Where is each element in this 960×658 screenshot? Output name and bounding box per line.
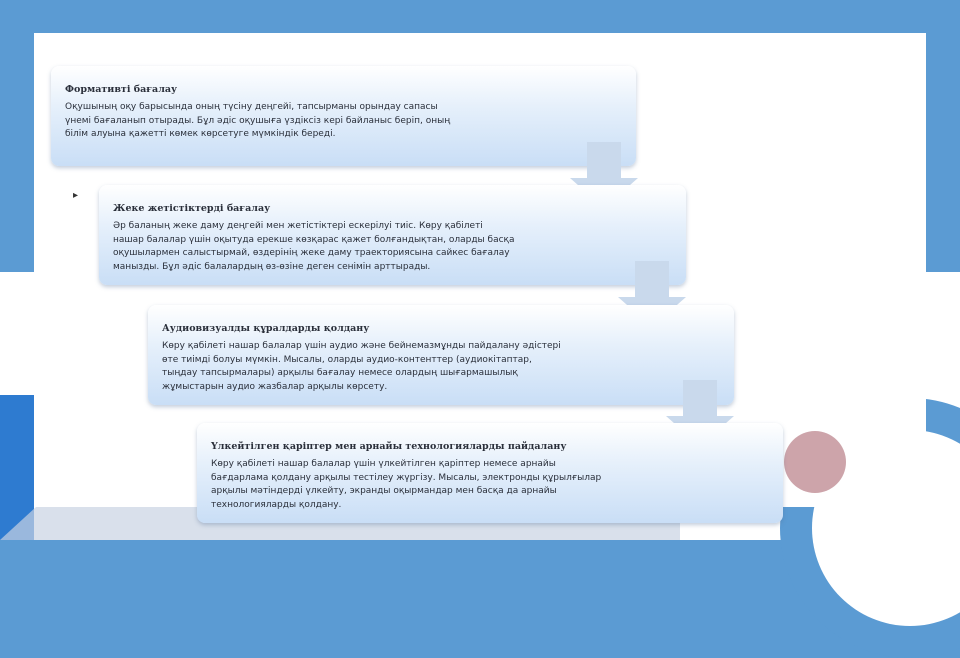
card-title: Формативті бағалау: [65, 84, 178, 95]
process-card-1: [51, 66, 636, 166]
process-card-4: [197, 423, 783, 523]
card-body: Көру қабілеті нашар балалар үшін аудио және бейнемазмұнды пайдалану әдістері өте тиімді болуы мүмкін. Мысалы, оларды аудио-контенттер (аудиокітаптар, тыңдау тапсырмалары) арқылы бағалау немесе олардың шығармашылық жұмыстарын аудио жазбалар арқылы көрсету.: [162, 341, 561, 392]
card-title: Үлкейтілген қаріптер мен арнайы технологияларды пайдалану: [211, 441, 567, 452]
card-body: Әр баланың жеке даму деңгейі мен жетістіктері ескерілуі тиіс. Көру қабілеті нашар балалар үшін оқытуда ерекше көзқарас қажет болғандықтан, оларды басқа оқушылармен салыстырмай, өздерінің жеке даму траекториясына сайкес бағалау манызды. Бұл әдіс балалардың өз-өзіне деген сенімін арттырады.: [113, 221, 515, 272]
card-title: Жеке жетістіктерді бағалау: [113, 203, 271, 214]
card-title: Аудиовизуалды құралдарды қолдану: [162, 323, 370, 334]
process-card-3: [148, 305, 734, 405]
card-body: Оқушының оқу барысында оның түсіну деңгейі, тапсырманы орындау сапасы үнемі бағаланып отырады. Бұл әдіс оқушыға үздіксіз кері байланыс беріп, оның білім алуына қажетті көмек көрсетуге мүмкіндік береді.: [65, 102, 451, 139]
bullet-marker: ▸: [73, 190, 79, 201]
process-card-2: [99, 185, 686, 285]
decorative-dot: [784, 431, 846, 493]
card-body: Көру қабілеті нашар балалар үшін үлкейтілген қаріптер немесе арнайы бағдарлама қолдану арқылы тестілеу жүргізу. Мысалы, электронды құрылғылар арқылы мәтіндерді үлкейту, экранды оқырмандар мен басқа да арнайы технологияларды қолдану.: [211, 459, 602, 510]
